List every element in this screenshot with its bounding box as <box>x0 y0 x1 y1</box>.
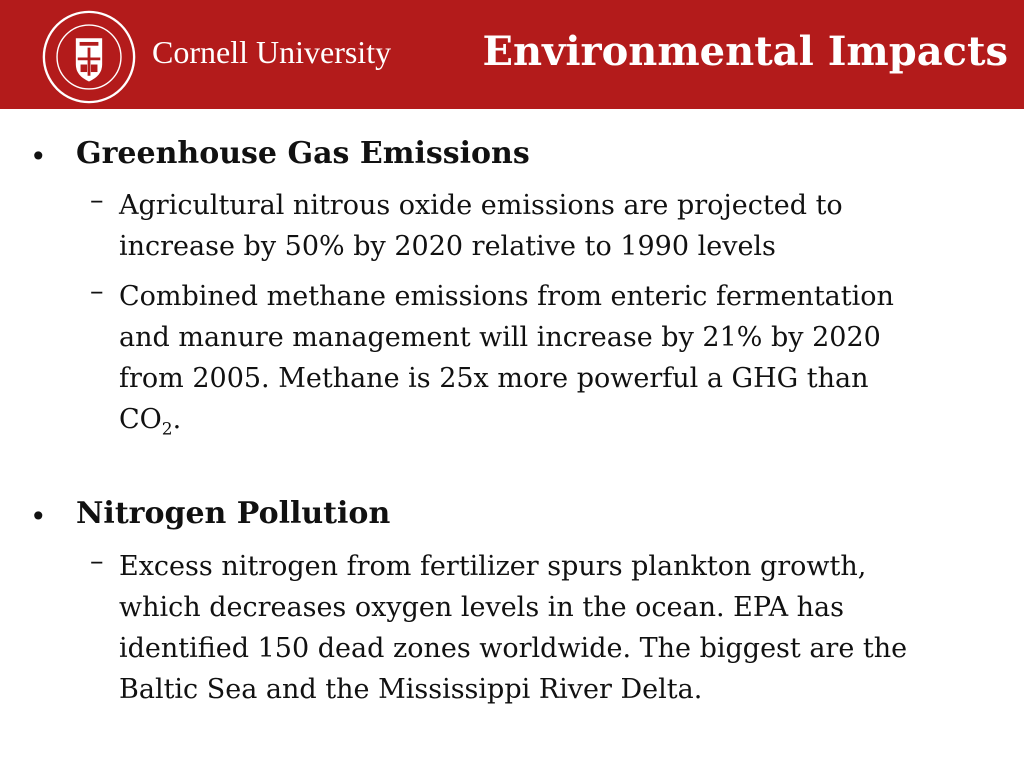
dash-marker: – <box>90 185 104 216</box>
institution-wordmark: Cornell University <box>152 34 392 70</box>
nitrogen-point-dead-zones: Excess nitrogen from fertilizer spurs plankton growth, which decreases oxygen levels in the ocean. EPA has identified 150 dead zones worldwide. The biggest are the Baltic Sea and the Mississippi River Delta. <box>119 551 908 705</box>
section-heading-ghg: Greenhouse Gas Emissions <box>76 136 530 171</box>
bullet-marker: • <box>30 140 47 173</box>
section-heading-nitrogen: Nitrogen Pollution <box>76 496 391 531</box>
bullet-marker: • <box>30 500 47 533</box>
dash-marker: – <box>90 276 104 307</box>
dash-marker: – <box>90 546 104 577</box>
slide-title: Environmental Impacts <box>482 28 1008 75</box>
methane-suffix: . <box>172 404 182 435</box>
methane-text: Combined methane emissions from enteric fermentation and manure management will increase by 21% by 2020 from 2005. Methane is 25x more powerful a GHG than CO <box>119 281 894 435</box>
ghg-point-nitrous-oxide: Agricultural nitrous oxide emissions are projected to increase by 50% by 2020 relative to 1990 levels <box>119 190 843 262</box>
co2-subscript: 2 <box>161 419 173 440</box>
ghg-point-methane <box>119 276 919 450</box>
